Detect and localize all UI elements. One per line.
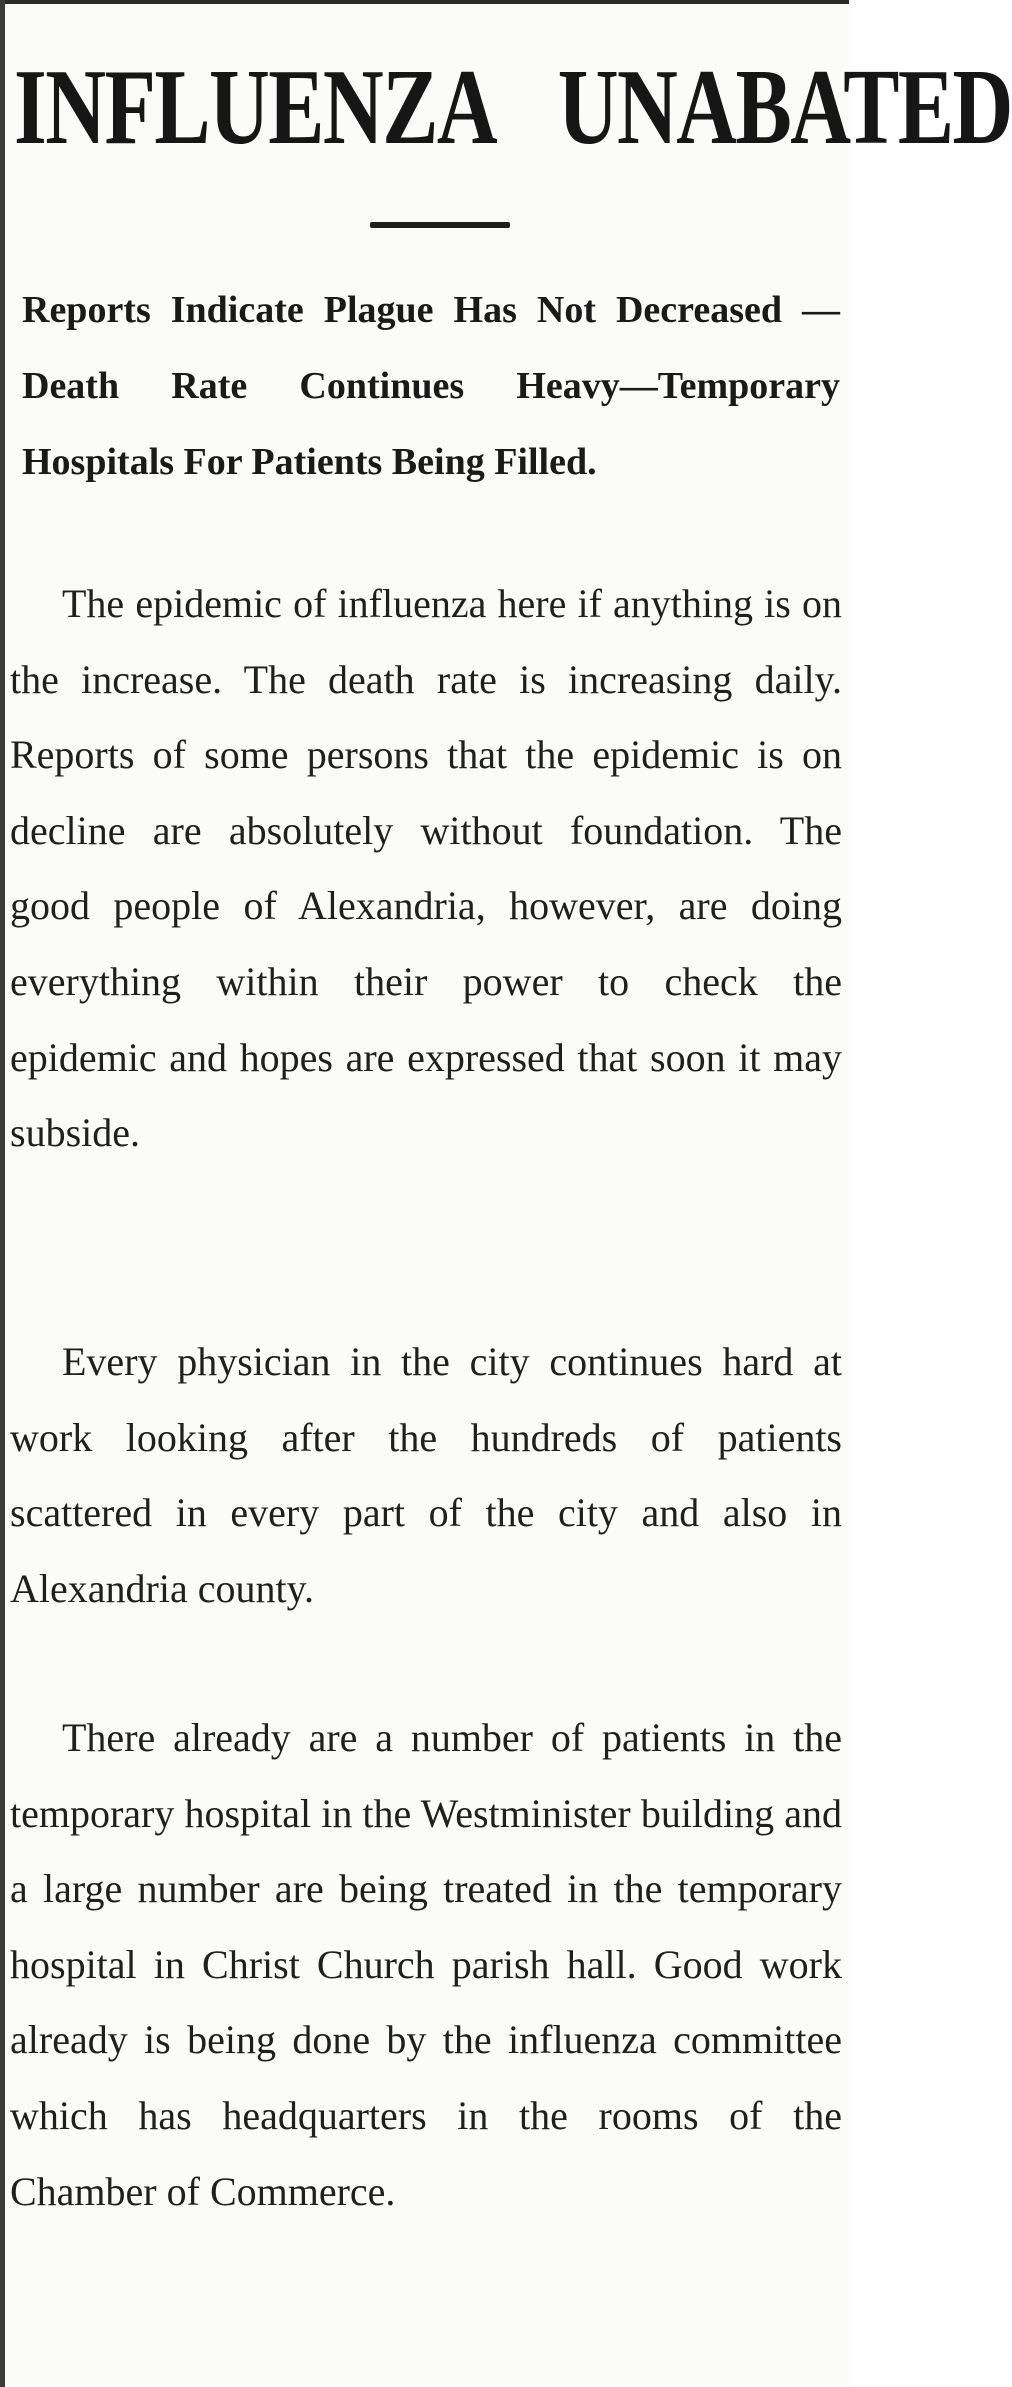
subheadline-text: Reports Indicate Plague Has Not Decreased — Death Rate Continues Heavy—Temporary Hospitals For Patients Being Filled. (22, 289, 840, 483)
column-left-rule (0, 0, 5, 2387)
article-paragraph-3: There already are a number of patients in the temporary hospital in the Westminister building and a large number are being treated in the temporary hospital in Christ Church parish hall. Good work already is being done by the influenza committee which has headquarters in the rooms of the Chamber of Commerce. (10, 1715, 842, 2214)
column-top-rule (0, 0, 849, 4)
article-paragraph-1: The epidemic of influenza here if anything is on the increase. The death rate is increasing daily. Reports of some persons that the epidemic is on decline are absolutely without foundation. The good people of Alexandria, however, are doing everything within their power to check the epidemic and hopes are expressed that soon it may subside. (10, 581, 842, 1156)
article-paragraph-2: Every physician in the city continues hard at work looking after the hundreds of patients scattered in every part of the city and also in Alexandria county. (10, 1339, 842, 1611)
headline-divider (370, 222, 510, 228)
article-subheadline (22, 272, 840, 500)
article-headline: INFLUENZA UNABATED (14, 48, 1012, 167)
